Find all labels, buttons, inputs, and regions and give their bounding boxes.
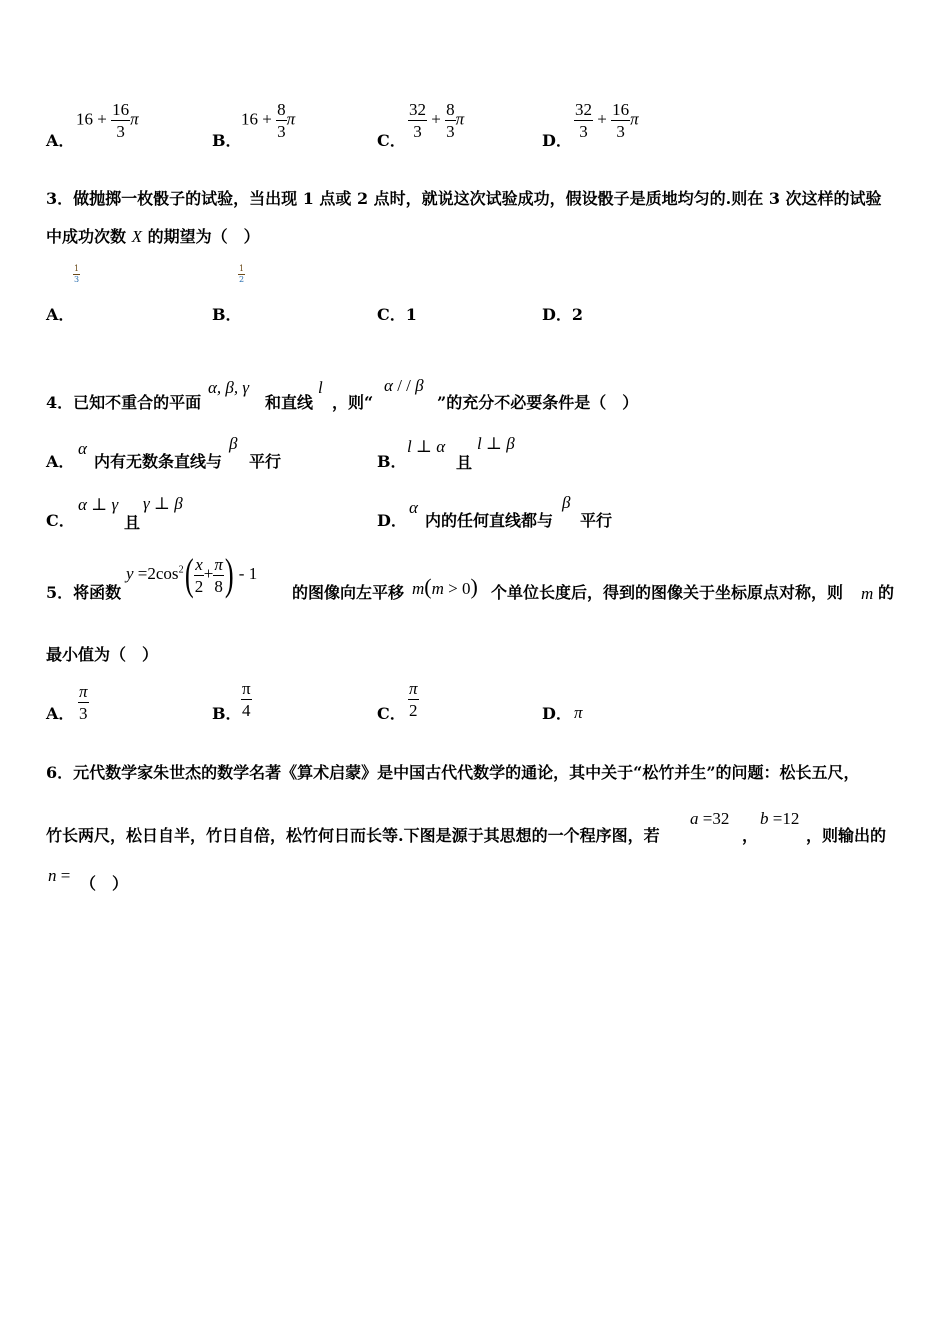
q3-option-b-label: B． bbox=[212, 305, 242, 324]
q2-option-d-expr: $\frac{32}{3}$ + $\frac{16}{3}$ π bbox=[575, 100, 639, 141]
q2-option-a-label: A． bbox=[46, 131, 75, 150]
q6-stem-line2-end: ，则输出的 bbox=[806, 826, 887, 845]
q4-option-d-text1: 内的任何直线都与 bbox=[425, 511, 554, 530]
q2-option-d-label: D． bbox=[542, 131, 572, 150]
q5-stem-part2: 的图像向左平移 bbox=[292, 583, 405, 602]
q5-option-c-label: C． bbox=[377, 704, 406, 723]
q3-option-a-fraction: $\frac{1}{3}$ bbox=[74, 264, 80, 284]
q6-a-value: a =32 bbox=[690, 809, 730, 828]
q4-stem-part3: ，则“ bbox=[332, 393, 374, 412]
q2-option-c-label: C． bbox=[377, 131, 406, 150]
q4-option-c-expr2: γ ⊥ β bbox=[143, 494, 183, 513]
q5-option-c-fraction: $\frac{\pi}{2}$ bbox=[409, 679, 418, 720]
q5-stem-part3: 个单位长度后，得到的图像关于坐标原点对称，则 bbox=[491, 583, 844, 602]
q3-stem-line1: 3．做抛掷一枚骰子的试验，当出现 1 点或 2 点时，就说这次试验成功，假设骰子是质地均匀的.则在 3 次这样的试验 bbox=[46, 189, 882, 208]
q4-option-b-qie: 且 bbox=[456, 453, 473, 472]
q4-option-a-alpha: α bbox=[78, 439, 87, 458]
q2-option-b-label: B． bbox=[212, 131, 242, 150]
q4-option-a-label: A． bbox=[46, 452, 75, 471]
q4-option-c-qie: 且 bbox=[124, 513, 141, 532]
q5-stem-line2: 最小值为（ ） bbox=[46, 645, 159, 664]
q2-option-a-expr: 16 + $\frac{16}{3}$ π bbox=[76, 100, 139, 141]
q4-option-d-label: D． bbox=[377, 511, 407, 530]
q4-planes: α, β, γ bbox=[208, 378, 250, 397]
q4-option-d-text2: 平行 bbox=[580, 511, 613, 530]
q5-m-var: m bbox=[861, 584, 874, 603]
q4-stem-part2: 和直线 bbox=[265, 393, 314, 412]
q4-option-a-text1: 内有无数条直线与 bbox=[94, 452, 223, 471]
q5-option-a-label: A． bbox=[46, 704, 75, 723]
q4-stem-part4: ”的充分不必要条件是（ ） bbox=[437, 393, 639, 412]
q5-option-d-pi: π bbox=[574, 703, 583, 722]
q3-option-d: D．2 bbox=[542, 305, 584, 324]
q5-stem-part4: 的 bbox=[878, 583, 895, 602]
q2-option-c-expr: $\frac{32}{3}$ + $\frac{8}{3}$ π bbox=[409, 100, 465, 141]
q6-answer-paren: （ ） bbox=[80, 874, 129, 893]
q5-option-d-label: D． bbox=[542, 704, 572, 723]
q3-option-a-label: A． bbox=[46, 305, 75, 324]
q5-m-condition: m(m > 0) bbox=[412, 574, 478, 599]
q4-option-d-beta: β bbox=[562, 493, 571, 512]
q5-option-b-fraction: $\frac{\pi}{4}$ bbox=[242, 679, 251, 720]
q4-option-a-beta: β bbox=[229, 434, 238, 453]
q6-comma: ， bbox=[742, 826, 759, 845]
q4-line-l: l bbox=[318, 378, 323, 397]
q3-stem-line2: 中成功次数 X 的期望为（ ） bbox=[46, 227, 260, 246]
q4-option-c-label: C． bbox=[46, 511, 75, 530]
q6-stem-line1: 6．元代数学家朱世杰的数学名著《算术启蒙》是中国古代代数学的通论，其中关于“松竹并生”的问题：松长五尺， bbox=[46, 763, 860, 782]
q2-option-b-expr: 16 + $\frac{8}{3}$ π bbox=[241, 100, 296, 141]
q4-option-d-alpha: α bbox=[409, 498, 418, 517]
q4-option-a-text2: 平行 bbox=[249, 452, 282, 471]
q3-option-b-fraction: $\frac{1}{2}$ bbox=[239, 264, 245, 284]
q5-stem-part1: 5．将函数 bbox=[46, 583, 122, 602]
q3-option-c: C．1 bbox=[377, 305, 417, 324]
q4-option-b-expr2: l ⊥ β bbox=[477, 434, 515, 453]
q4-option-c-expr1: α ⊥ γ bbox=[78, 495, 119, 514]
q4-option-b-expr1: l ⊥ α bbox=[407, 437, 446, 456]
q4-stem-part1: 4．已知不重合的平面 bbox=[46, 393, 202, 412]
q5-function: $y =2\cos^2$( $\frac{x}{2}$ + $\frac{\pi}{8}$ ) - 1 bbox=[126, 550, 258, 599]
q6-stem-line2: 竹长两尺，松日自半，竹日自倍，松竹何日而长等.下图是源于其思想的一个程序图，若 bbox=[46, 826, 660, 845]
q6-b-value: b =12 bbox=[760, 809, 800, 828]
q4-option-b-label: B． bbox=[377, 452, 407, 471]
q5-option-b-label: B． bbox=[212, 704, 242, 723]
q4-condition: α / / β bbox=[384, 376, 424, 395]
q6-n-equals: n = bbox=[48, 866, 71, 885]
q5-option-a-fraction: $\frac{\pi}{3}$ bbox=[79, 682, 88, 723]
